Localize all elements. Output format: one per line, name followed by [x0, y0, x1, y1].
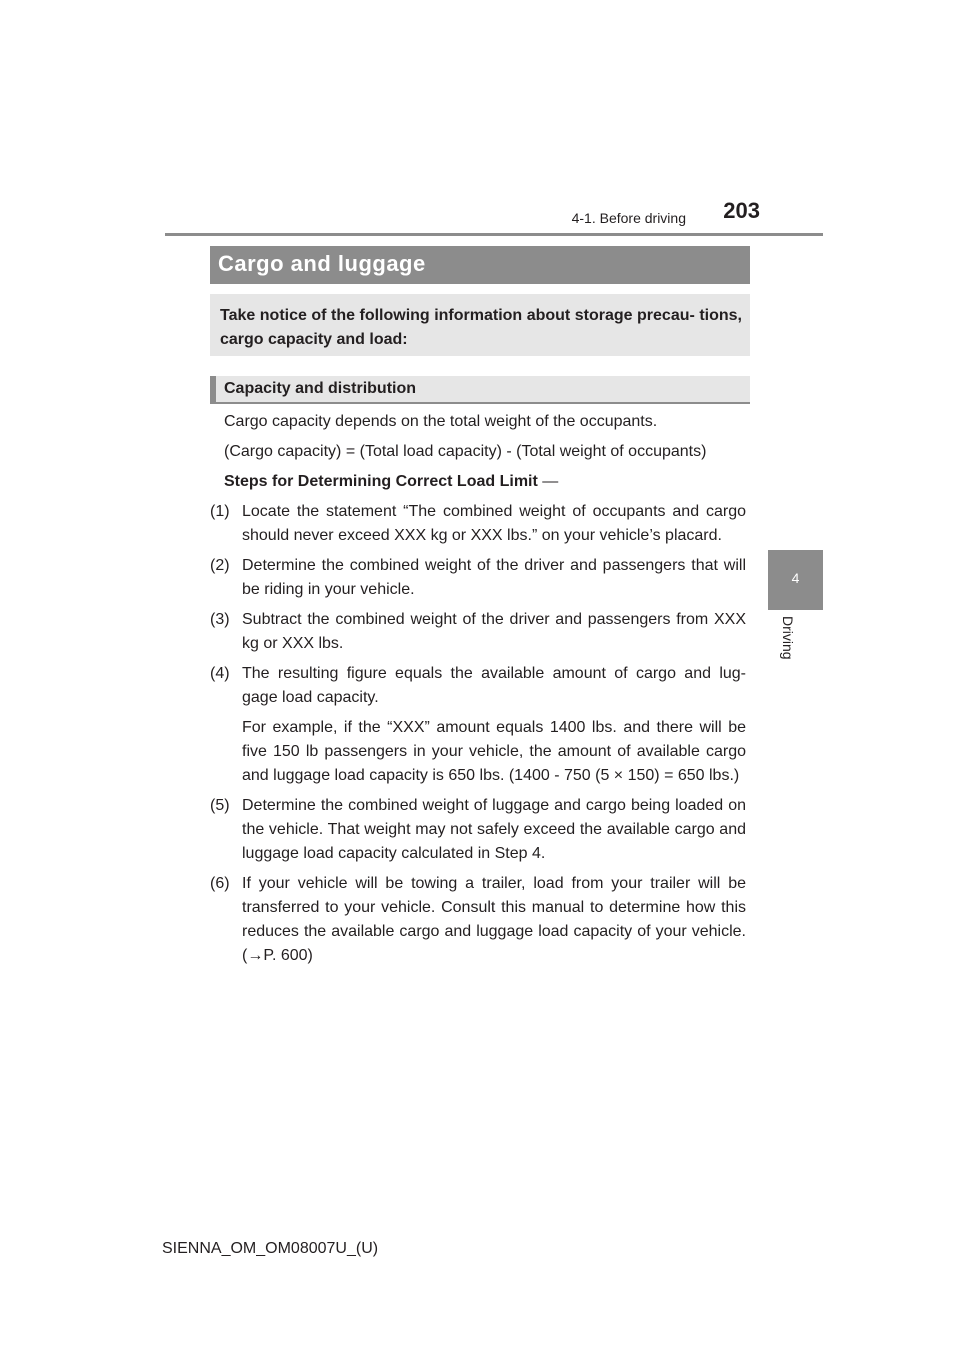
chapter-tab: [768, 550, 823, 610]
subheading-bar: [210, 376, 750, 404]
step-item: [210, 794, 746, 866]
intro-box: [210, 294, 750, 356]
steps-heading-text: Steps for Determining Correct Load Limit: [224, 473, 538, 490]
step-text: Determine the combined weight of the driver and passengers that will be riding in your vehicle.: [242, 557, 746, 598]
chapter-name-label: Driving: [780, 616, 796, 660]
step-item: [210, 608, 746, 656]
page-title-bar: [210, 246, 750, 284]
step-text: Determine the combined weight of luggage and cargo being loaded on the vehicle. That weight may not safely exceed the available cargo and luggage load capacity calculated in Step 4.: [242, 797, 746, 862]
paragraph-formula: (Cargo capacity) = (Total load capacity) - (Total weight of occupants): [224, 443, 707, 460]
page-title: Cargo and luggage: [218, 251, 426, 276]
step-number: (1): [210, 503, 230, 520]
paragraph-cargo-capacity: Cargo capacity depends on the total weight of the occupants.: [224, 413, 658, 430]
step-number: (5): [210, 797, 230, 814]
step-number: (6): [210, 875, 230, 892]
step-text: Subtract the combined weight of the driver and passengers from XXX kg or XXX lbs.: [242, 611, 746, 652]
chapter-name: [780, 616, 800, 676]
page-number: 203: [723, 198, 760, 223]
step-text: If your vehicle will be towing a trailer, load from your trailer will be transferred to your vehicle. Consult this manual to determine how this reduces the available cargo and luggage load capacity of your vehicle. (→P. 600): [242, 875, 746, 964]
body-content: [210, 410, 746, 974]
step-number: (3): [210, 611, 230, 628]
steps-heading-dash: —: [542, 473, 559, 490]
footer-code: SIENNA_OM_OM08007U_(U): [162, 1240, 379, 1257]
steps-heading: [224, 470, 746, 494]
step-text: The resulting figure equals the available amount of cargo and lug- gage load capacity.: [242, 665, 746, 706]
step-number: (4): [210, 665, 230, 682]
section-label: 4-1. Before driving: [571, 210, 686, 226]
header-rule: [165, 233, 823, 236]
step-4-example: For example, if the “XXX” amount equals 1400 lbs. and there will be five 150 lb passengers in your vehicle, the amount of available cargo and luggage load capacity is 650 lbs. (1400 - 750 (5 × 150) = 650 lbs.): [242, 719, 746, 784]
intro-text: Take notice of the following information about storage precau- tions, cargo capacity and load:: [220, 307, 742, 348]
subheading-accent: [210, 376, 216, 402]
step-item: [210, 500, 746, 548]
step-number: (2): [210, 557, 230, 574]
page-header: [0, 196, 760, 236]
subheading: Capacity and distribution: [224, 380, 417, 397]
step-item: [210, 662, 746, 710]
chapter-number: 4: [791, 570, 800, 586]
step-text: Locate the statement “The combined weight of occupants and cargo should never exceed XXX kg or XXX lbs.” on your vehicle’s placard.: [242, 503, 746, 544]
step-item: [210, 554, 746, 602]
step-item: [210, 872, 746, 968]
